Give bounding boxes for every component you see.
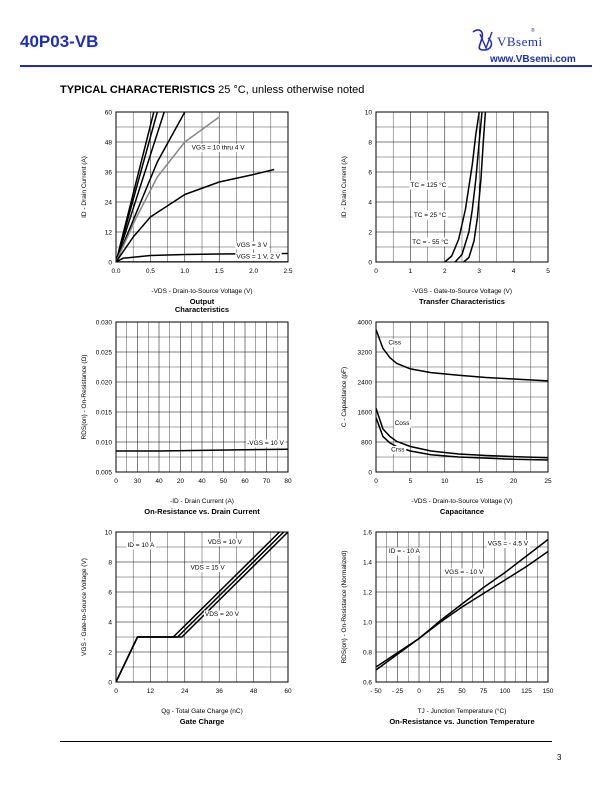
- chart-rds-vs-tj-annotation: VGS = - 10 V: [444, 569, 484, 576]
- chart-rds-vs-tj-title: On-Resistance vs. Junction Temperature: [389, 717, 535, 726]
- header-divider: [20, 65, 592, 67]
- chart-on-resistance-xtick-label: 30: [133, 478, 142, 485]
- chart-rds-vs-tj-xtick-label: - 25: [391, 688, 404, 695]
- chart-output-annotation: VGS = 3 V: [236, 242, 268, 249]
- chart-gate-charge-xtick-label: 60: [284, 688, 292, 695]
- chart-on-resistance-xtick-label: 20: [176, 478, 185, 485]
- chart-output-ytick-label: 12: [104, 229, 112, 237]
- chart-rds-vs-tj-ytick-label: 1.0: [362, 619, 372, 627]
- chart-transfer-ytick-label: 0: [368, 259, 372, 267]
- chart-gate-charge-title: Gate Charge: [179, 717, 225, 726]
- chart-capacitance-ytick-label: 800: [361, 439, 372, 447]
- chart-transfer-ylabel: ID - Drain Current (A): [341, 156, 348, 218]
- chart-gate-charge-ytick-label: 0: [108, 679, 112, 687]
- chart-gate-charge-annotation: VDS = 10 V: [207, 539, 242, 546]
- chart-capacitance-xtick-label: 5: [408, 478, 413, 485]
- chart-rds-vs-tj: [322, 520, 612, 744]
- chart-output-ytick-label: 60: [104, 109, 112, 117]
- chart-output-ylabel: ID - Drain Current (A): [81, 156, 88, 218]
- chart-gate-charge-ytick-label: 6: [108, 589, 112, 597]
- chart-on-resistance-ytick-label: 0.005: [95, 469, 112, 477]
- section-subtitle: 25 °C, unless otherwise noted: [218, 84, 365, 96]
- chart-rds-vs-tj-ytick-label: 0.8: [362, 649, 372, 657]
- chart-gate-charge-ytick-label: 8: [108, 559, 112, 567]
- chart-gate-charge-annotation: VDS = 15 V: [190, 564, 225, 572]
- chart-gate-charge-annotation: VDS = 20 V: [204, 611, 240, 618]
- chart-output-xtick-label: 2.0: [249, 268, 259, 275]
- chart-rds-vs-tj-xtick-label: 50: [458, 688, 466, 695]
- chart-capacitance-xlabel: -VDS - Drain-to-Source Voltage (V): [411, 498, 513, 505]
- chart-transfer-ytick-label: 2: [368, 229, 372, 237]
- chart-rds-vs-tj-xtick-label: - 50: [370, 688, 382, 695]
- chart-capacitance-xtick-label: 10: [441, 478, 449, 485]
- chart-on-resistance-xtick-label: 40: [198, 478, 206, 485]
- chart-gate-charge-ytick-label: 10: [104, 529, 112, 537]
- chart-transfer-xtick-label: 0: [374, 268, 378, 275]
- chart-on-resistance-xtick-label: 80: [284, 478, 292, 485]
- chart-rds-vs-tj-ytick-label: 0.6: [362, 679, 372, 687]
- chart-output-xtick-label: 1.0: [180, 268, 190, 275]
- chart-rds-vs-tj-ytick-label: 1.6: [362, 529, 372, 537]
- chart-capacitance-ylabel: C - Capacitance (pF): [341, 366, 348, 428]
- chart-transfer-xtick-label: 5: [546, 268, 550, 275]
- chart-output-annotation: VGS = 1 V, 2 V: [236, 253, 281, 261]
- chart-output-xtick-label: 0.0: [111, 268, 121, 275]
- chart-rds-vs-tj-ylabel: RDS(on) - On-Resistance (Normalized): [341, 550, 348, 664]
- chart-capacitance-xtick-label: 20: [509, 478, 518, 485]
- chart-output-ytick-label: 24: [104, 199, 112, 207]
- chart-capacitance-title: Capacitance: [439, 507, 485, 516]
- chart-gate-charge-xtick-label: 24: [181, 688, 189, 695]
- chart-rds-vs-tj-xlabel: TJ - Junction Temperature (°C): [417, 708, 507, 715]
- chart-capacitance-ytick-label: 3200: [357, 349, 372, 357]
- chart-gate-charge-xlabel: Qg - Total Gate Charge (nC): [161, 708, 243, 715]
- chart-output-xtick-label: 0.5: [145, 268, 155, 275]
- chart-gate-charge-xtick-label: 0: [114, 688, 118, 695]
- chart-output-xlabel: -VDS - Drain-to-Source Voltage (V): [151, 288, 253, 295]
- chart-capacitance-annotation: Coss: [394, 420, 410, 428]
- chart-capacitance-ytick-label: 0: [368, 469, 372, 477]
- chart-transfer-ytick-label: 10: [364, 109, 372, 117]
- chart-capacitance-xtick-label: 0: [374, 478, 378, 485]
- chart-capacitance-xtick-label: 25: [544, 478, 552, 485]
- chart-rds-vs-tj-xtick-label: 100: [499, 688, 511, 695]
- chart-transfer-ytick-label: 4: [368, 199, 372, 207]
- chart-output-ytick-label: 36: [104, 169, 112, 177]
- page-number: 3: [557, 753, 562, 762]
- chart-capacitance-ytick-label: 2400: [357, 379, 372, 387]
- chart-transfer-annotation: TC = 25 °C: [413, 212, 447, 219]
- chart-rds-vs-tj-xtick-label: 150: [542, 688, 554, 695]
- chart-transfer-annotation: TC = 125 °C: [410, 182, 447, 189]
- vbsemi-logo-icon: [470, 26, 498, 54]
- chart-output-ytick-label: 48: [104, 139, 112, 147]
- chart-rds-vs-tj-annotation: ID = - 10 A: [388, 548, 420, 555]
- chart-output-annotation: VGS = 10 thru 4 V: [191, 144, 245, 152]
- website-link[interactable]: www.VBsemi.com: [490, 54, 576, 65]
- chart-rds-vs-tj-xtick-label: 125: [521, 688, 532, 695]
- chart-capacitance-xtick-label: 15: [475, 478, 483, 485]
- brand-name: VBsemi: [497, 34, 543, 49]
- chart-gate-charge-xtick-label: 12: [146, 688, 155, 695]
- chart-transfer: [322, 100, 612, 324]
- chart-gate-charge-xtick-label: 48: [249, 688, 258, 695]
- chart-capacitance-annotation: Ciss: [388, 339, 402, 347]
- chart-on-resistance-annotation: -VGS = 10 V: [247, 440, 284, 447]
- chart-transfer-xtick-label: 4: [511, 268, 516, 275]
- chart-gate-charge-annotation: ID = 10 A: [127, 542, 155, 549]
- section-heading: [60, 84, 364, 96]
- chart-on-resistance-ytick-label: 0.015: [95, 409, 112, 417]
- chart-rds-vs-tj-annotation: VGS = - 4.5 V: [487, 540, 529, 548]
- chart-on-resistance-xtick-label: 0: [114, 478, 118, 485]
- chart-output-xtick-label: 2.5: [283, 268, 293, 275]
- chart-on-resistance-title: On-Resistance vs. Drain Current: [144, 507, 260, 516]
- chart-capacitance-ytick-label: 1600: [357, 409, 372, 417]
- chart-on-resistance-ytick-label: 0.030: [95, 319, 112, 327]
- chart-transfer-annotation: TC = - 55 °C: [412, 239, 449, 246]
- chart-transfer-title: Transfer Characteristics: [419, 297, 505, 306]
- chart-transfer-xtick-label: 2: [442, 268, 447, 275]
- chart-rds-vs-tj-xtick-label: 75: [479, 688, 488, 695]
- registered-mark: ®: [531, 28, 535, 34]
- chart-rds-vs-tj-xtick-label: 0: [417, 688, 421, 695]
- chart-on-resistance-ytick-label: 0.025: [95, 349, 112, 357]
- chart-output-title: Characteristics: [174, 305, 230, 314]
- section-title: TYPICAL CHARACTERISTICS: [60, 84, 216, 96]
- chart-output-xtick-label: 1.5: [214, 268, 224, 275]
- chart-gate-charge-ylabel: VGS - Gate-to-Source Voltage (V): [81, 558, 88, 656]
- chart-rds-vs-tj-ytick-label: 1.4: [362, 559, 372, 567]
- chart-on-resistance-xlabel: -ID - Drain Current (A): [170, 498, 234, 505]
- chart-rds-vs-tj-ytick-label: 1.2: [362, 589, 372, 597]
- chart-capacitance-ytick-label: 4000: [357, 319, 372, 327]
- chart-capacitance: [322, 310, 612, 534]
- chart-on-resistance-xtick-label: 50: [219, 478, 228, 485]
- chart-output-title: Output: [189, 297, 215, 306]
- chart-on-resistance-ytick-label: 0.020: [95, 379, 112, 387]
- chart-transfer-xlabel: -VGS - Gate-to-Source Voltage (V): [411, 288, 513, 295]
- chart-rds-vs-tj-xtick-label: 25: [436, 688, 445, 695]
- footer-divider: [60, 741, 552, 742]
- chart-gate-charge-ytick-label: 2: [108, 649, 112, 657]
- chart-on-resistance-xtick-label: 40: [155, 478, 163, 485]
- chart-transfer-xtick-label: 1: [408, 268, 413, 275]
- chart-gate-charge-ytick-label: 4: [108, 619, 112, 627]
- chart-on-resistance-xtick-label: 60: [241, 478, 249, 485]
- chart-output-ytick-label: 0: [108, 259, 112, 267]
- chart-transfer-ytick-label: 8: [368, 139, 372, 147]
- chart-on-resistance-ylabel: RDS(on) - On-Resistance (Ω): [81, 354, 88, 440]
- chart-transfer-xtick-label: 3: [477, 268, 482, 275]
- chart-capacitance-annotation: Crss: [391, 446, 405, 454]
- chart-on-resistance-xtick-label: 70: [262, 478, 271, 485]
- chart-transfer-ytick-label: 6: [368, 169, 372, 177]
- chart-on-resistance-ytick-label: 0.010: [95, 439, 112, 447]
- part-number: 40P03-VB: [20, 32, 99, 51]
- chart-gate-charge-xtick-label: 36: [215, 688, 223, 695]
